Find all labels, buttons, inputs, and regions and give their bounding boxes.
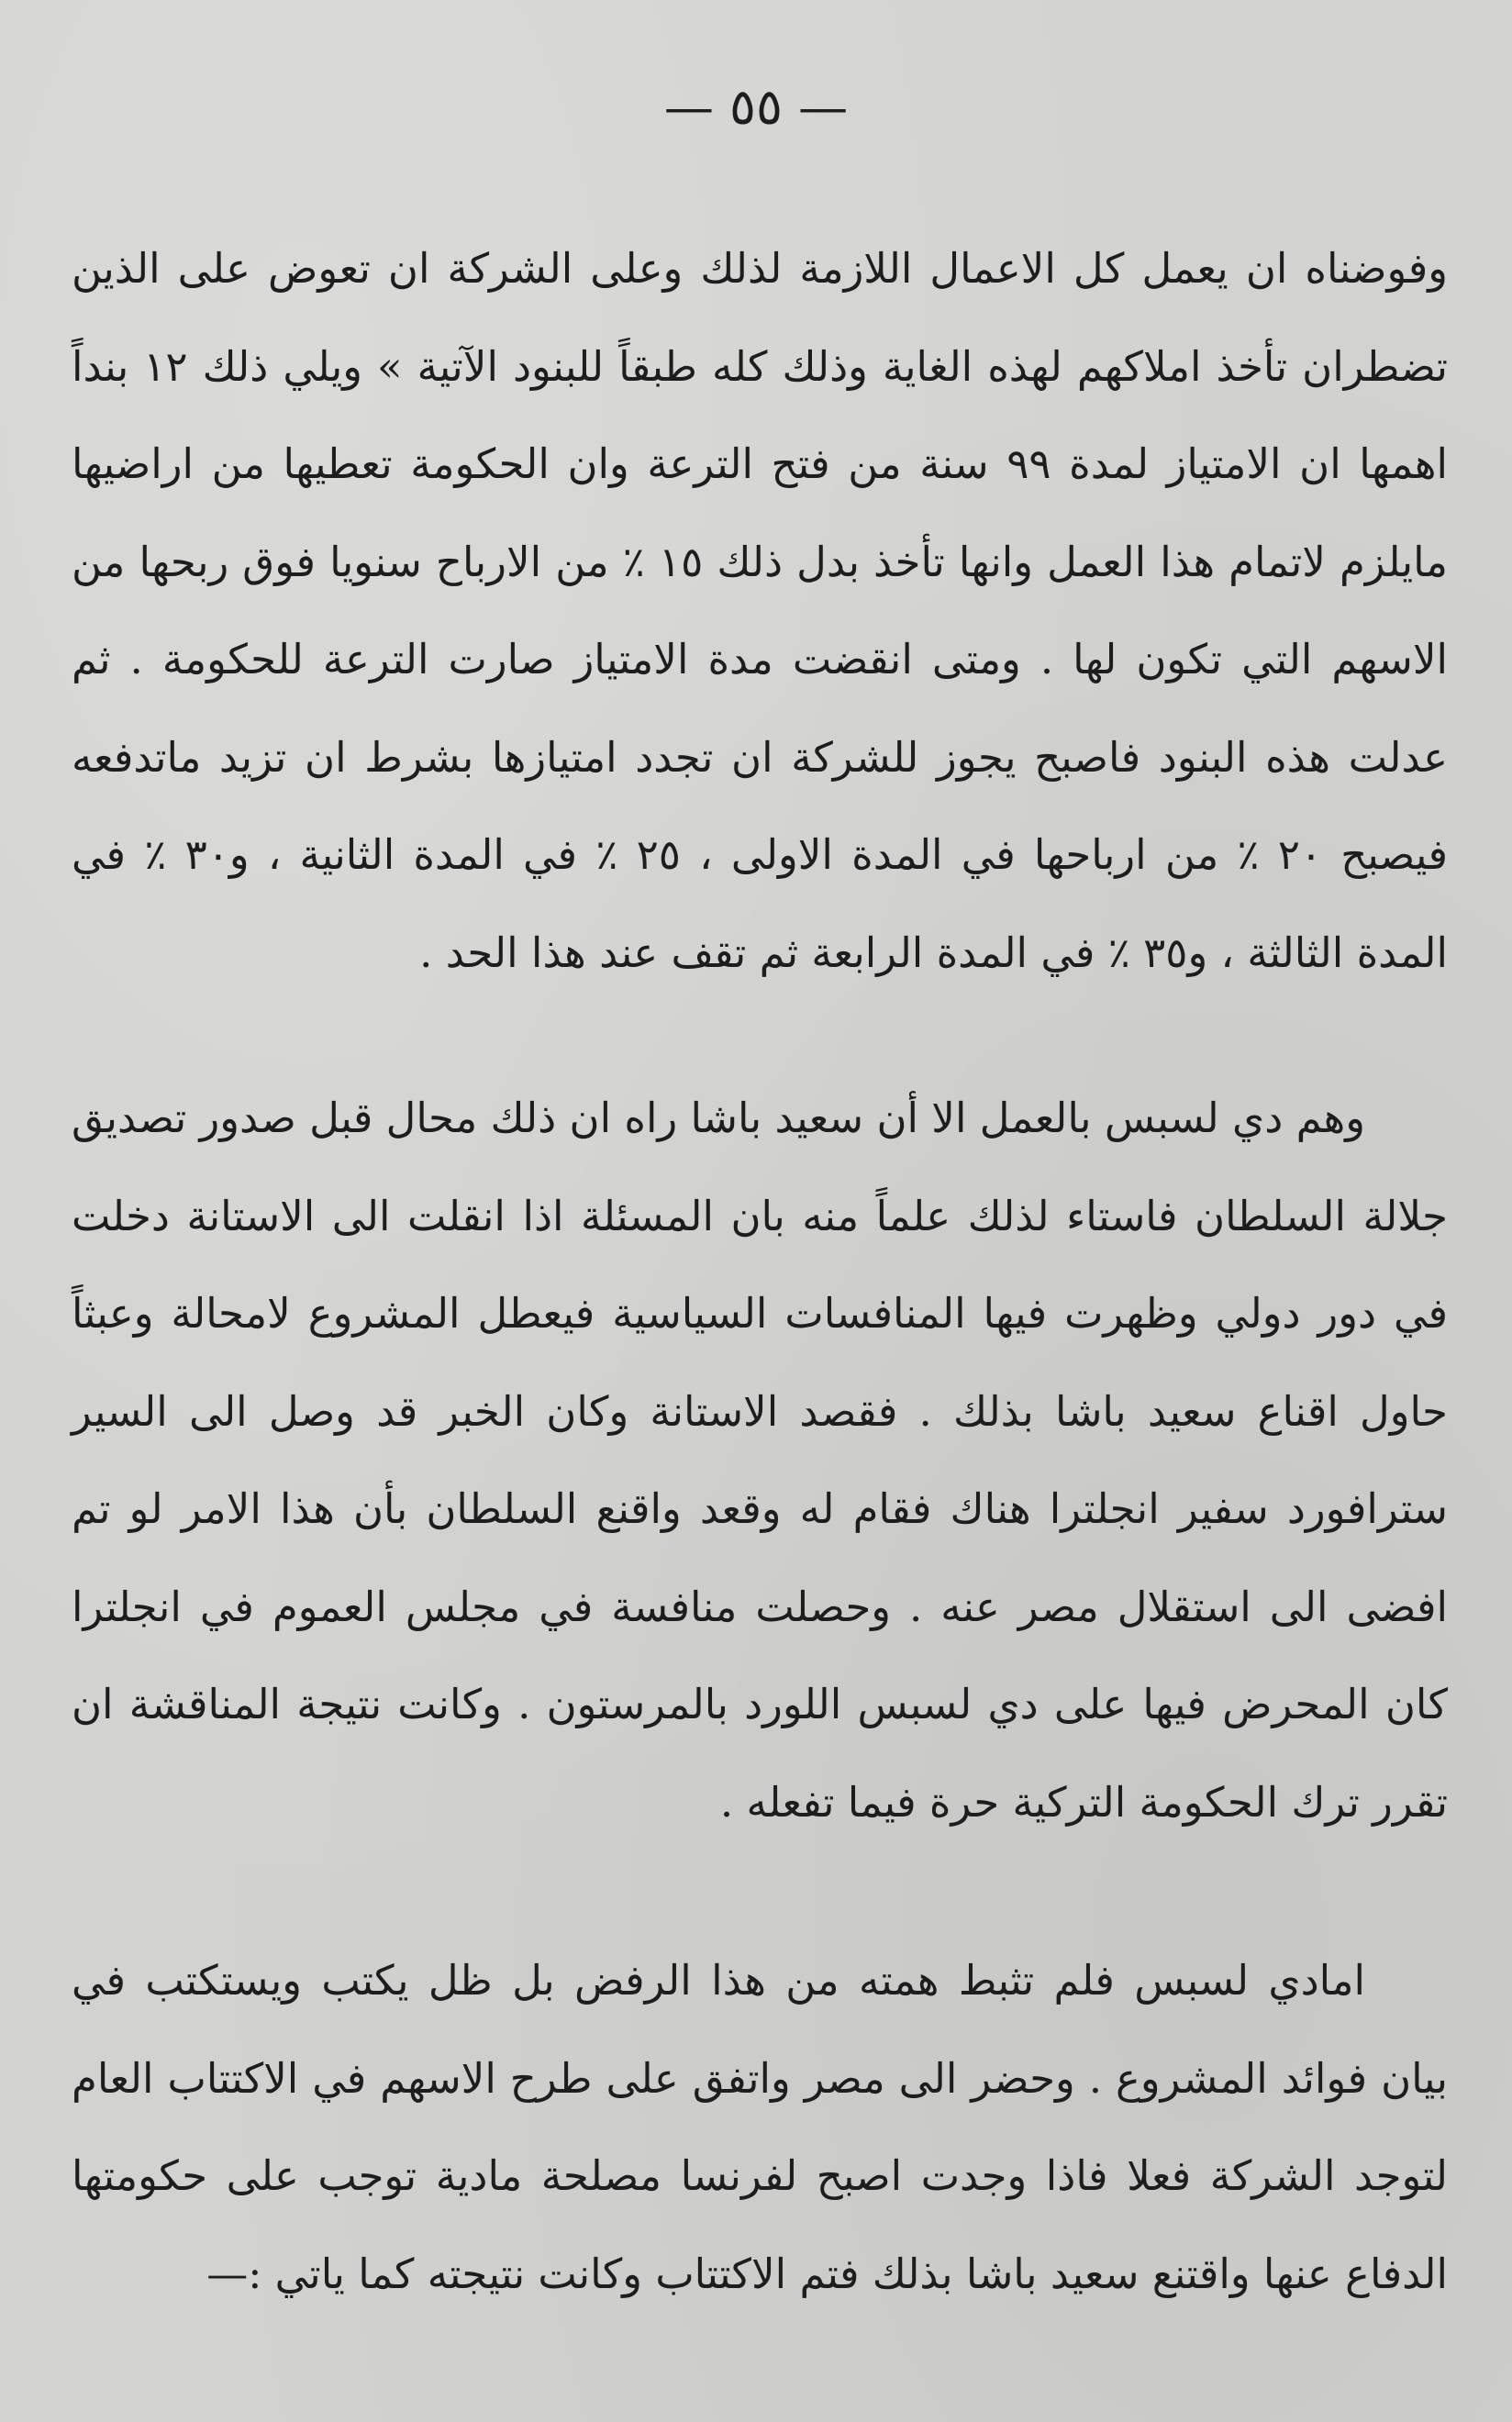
paragraph-2: وهم دي لسبس بالعمل الا أن سعيد باشا راه ان ذلك محال قبل صدور تصديق جلالة السلطان فاستاء لذلك علماً منه بان المسئلة اذا انقلت الى الاستانة دخلت في دور دولي وظهرت فيها المنافسات السياسية فيعطل المشروع لامحالة وعبثاً حاول اقناع سعيد باشا بذلك . فقصد الاستانة وكان الخبر قد وصل الى السير سترافورد سفير انجلترا هناك فقام له وقعد واقنع السلطان بأن هذا الامر لو تم افضى الى استقلال مصر عنه . وحصلت منافسة في مجلس العموم في انجلترا كان المحرض فيها على دي لسبس اللورد بالمرستون . وكانت نتيجة المناقشة ان تقرر ترك الحكومة التركية حرة فيما تفعله .	[72, 1094, 1448, 1827]
page-number: — ٥٥ —	[663, 78, 849, 136]
paragraph-1: وفوضناه ان يعمل كل الاعمال اللازمة لذلك وعلى الشركة ان تعوض على الذين تضطران تأخذ املاكهم لهذه الغاية وذلك كله طبقاً للبنود الآتية » ويلي ذلك ١٢ بنداً اهمها ان الامتياز لمدة ٩٩ سنة من فتح الترعة وان الحكومة تعطيها من اراضيها مايلزم لاتمام هذا العمل وانها تأخذ بدل ذلك ١٥ ٪ من الارباح سنويا فوق ربحها من الاسهم التي تكون لها . ومتى انقضت مدة الامتياز صارت الترعة للحكومة . ثم عدلت هذه البنود فاصبح يجوز للشركة ان تجدد امتيازها بشرط ان تزيد ماتدفعه فيصبح ٢٠ ٪ من ارباحها في المدة الاولى ، ٢٥ ٪ في المدة الثانية ، و٣٠ ٪ في المدة الثالثة ، و٣٥ ٪ في المدة الرابعة ثم تقف عند هذا الحد .	[72, 244, 1449, 977]
paragraph-3: امادي لسبس فلم تثبط همته من هذا الرفض بل ظل يكتب ويستكتب في بيان فوائد المشروع . وحضر الى مصر واتفق على طرح الاسهم في الاكتتاب العام لتوجد الشركة فعلا فاذا وجدت اصبح لفرنسا مصلحة مادية توجب على حكومتها الدفاع عنها واقتنع سعيد باشا بذلك فتم الاكتتاب وكانت نتيجته كما ياتي :—	[72, 1956, 1448, 2298]
body-text	[72, 220, 1448, 2323]
